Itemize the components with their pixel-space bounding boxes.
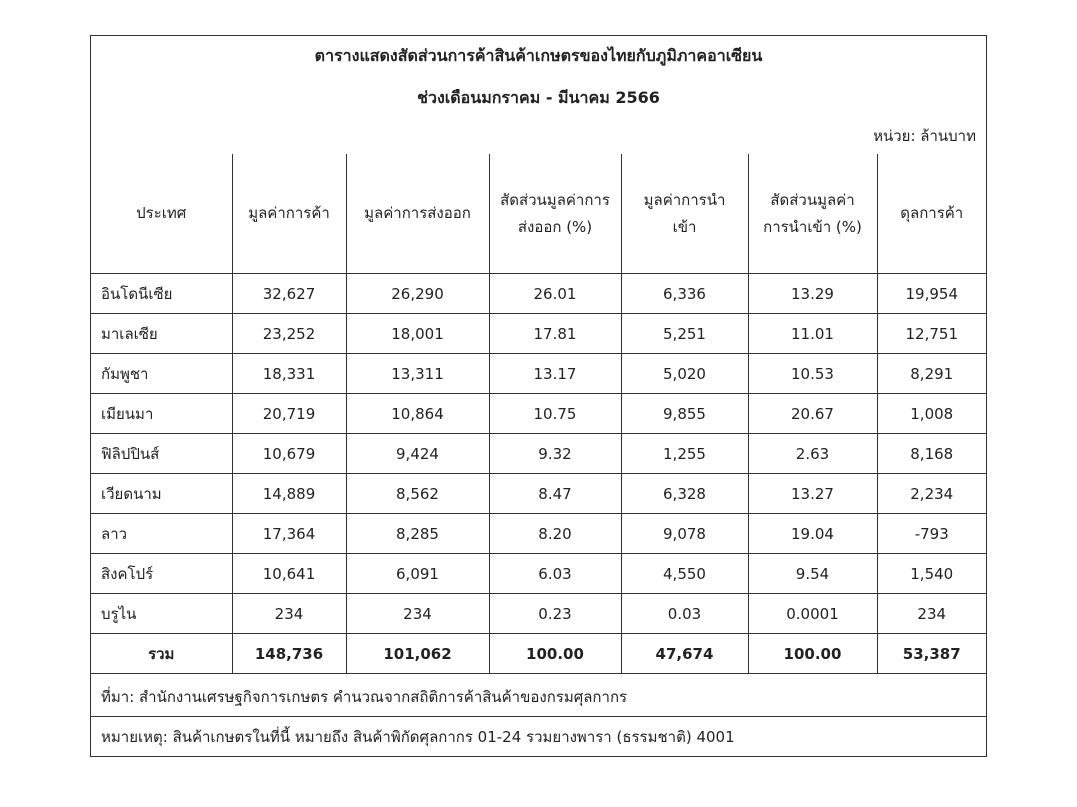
cell-country: ฟิลิปปินส์	[91, 434, 232, 474]
header-export-share: สัดส่วนมูลค่าการส่งออก (%)	[489, 154, 621, 274]
cell-export-share: 0.23	[489, 594, 621, 634]
cell-import: 9,855	[621, 394, 748, 434]
header-import: มูลค่าการนำเข้า	[621, 154, 748, 274]
cell-balance: 12,751	[877, 314, 986, 354]
cell-import: 6,336	[621, 274, 748, 314]
cell-export-share: 8.20	[489, 514, 621, 554]
total-export-share: 100.00	[489, 634, 621, 674]
table-row	[91, 474, 986, 514]
cell-import-share: 0.0001	[748, 594, 877, 634]
total-trade: 148,736	[232, 634, 346, 674]
cell-balance: 1,540	[877, 554, 986, 594]
cell-import-share: 2.63	[748, 434, 877, 474]
cell-export: 26,290	[346, 274, 489, 314]
table-row	[91, 314, 986, 354]
cell-import-share: 11.01	[748, 314, 877, 354]
cell-country: เมียนมา	[91, 394, 232, 434]
cell-import-share: 9.54	[748, 554, 877, 594]
cell-export-share: 17.81	[489, 314, 621, 354]
cell-balance: 2,234	[877, 474, 986, 514]
cell-balance: 234	[877, 594, 986, 634]
cell-balance: 19,954	[877, 274, 986, 314]
total-import-share: 100.00	[748, 634, 877, 674]
cell-export: 8,285	[346, 514, 489, 554]
cell-country: สิงคโปร์	[91, 554, 232, 594]
table-title: ตารางแสดงสัดส่วนการค้าสินค้าเกษตรของไทยกับภูมิภาคอาเซียน	[314, 46, 763, 65]
source-note: ที่มา: สำนักงานเศรษฐกิจการเกษตร คำนวณจากสถิติการค้าสินค้าของกรมศุลกากร	[91, 678, 986, 717]
header-import-share: สัดส่วนมูลค่าการนำเข้า (%)	[748, 154, 877, 274]
table-frame	[90, 35, 987, 757]
cell-export: 18,001	[346, 314, 489, 354]
cell-export: 13,311	[346, 354, 489, 394]
cell-import: 4,550	[621, 554, 748, 594]
cell-trade: 23,252	[232, 314, 346, 354]
cell-import-share: 20.67	[748, 394, 877, 434]
table-row	[91, 394, 986, 434]
total-balance: 53,387	[877, 634, 986, 674]
cell-trade: 10,679	[232, 434, 346, 474]
cell-export-share: 13.17	[489, 354, 621, 394]
remark-note: หมายเหตุ: สินค้าเกษตรในที่นี้ หมายถึง สินค้าพิกัดศุลกากร 01-24 รวมยางพารา (ธรรมชาติ) 4001	[101, 728, 735, 746]
cell-export-share: 6.03	[489, 554, 621, 594]
total-import: 47,674	[621, 634, 748, 674]
cell-export: 8,562	[346, 474, 489, 514]
total-label: รวม	[91, 634, 232, 674]
total-row	[91, 634, 986, 674]
table-row	[91, 354, 986, 394]
cell-import: 1,255	[621, 434, 748, 474]
header-export: มูลค่าการส่งออก	[346, 154, 489, 274]
cell-import-share: 10.53	[748, 354, 877, 394]
cell-balance: 8,291	[877, 354, 986, 394]
cell-balance: 1,008	[877, 394, 986, 434]
cell-import-share: 13.27	[748, 474, 877, 514]
cell-import-share: 19.04	[748, 514, 877, 554]
cell-export-share: 10.75	[489, 394, 621, 434]
cell-balance: 8,168	[877, 434, 986, 474]
header-balance: ดุลการค้า	[877, 154, 986, 274]
cell-country: อินโดนีเซีย	[91, 274, 232, 314]
cell-import: 9,078	[621, 514, 748, 554]
cell-trade: 18,331	[232, 354, 346, 394]
header-country: ประเทศ	[91, 154, 232, 274]
cell-import: 0.03	[621, 594, 748, 634]
cell-country: เวียดนาม	[91, 474, 232, 514]
header-trade: มูลค่าการค้า	[232, 154, 346, 274]
cell-country: บรูไน	[91, 594, 232, 634]
cell-trade: 10,641	[232, 554, 346, 594]
header-row	[91, 154, 986, 274]
cell-trade: 14,889	[232, 474, 346, 514]
cell-country: ลาว	[91, 514, 232, 554]
table-row	[91, 554, 986, 594]
cell-export-share: 26.01	[489, 274, 621, 314]
cell-export: 10,864	[346, 394, 489, 434]
cell-import: 5,251	[621, 314, 748, 354]
cell-export-share: 8.47	[489, 474, 621, 514]
cell-export: 9,424	[346, 434, 489, 474]
trade-table	[91, 154, 986, 674]
table-subtitle: ช่วงเดือนมกราคม - มีนาคม 2566	[417, 88, 660, 107]
table-row	[91, 514, 986, 554]
cell-country: มาเลเซีย	[91, 314, 232, 354]
total-export: 101,062	[346, 634, 489, 674]
cell-export: 234	[346, 594, 489, 634]
cell-trade: 32,627	[232, 274, 346, 314]
table-row	[91, 274, 986, 314]
table-row	[91, 594, 986, 634]
cell-trade: 20,719	[232, 394, 346, 434]
cell-trade: 17,364	[232, 514, 346, 554]
table-row	[91, 434, 986, 474]
unit-label: หน่วย: ล้านบาท	[873, 127, 976, 145]
cell-export: 6,091	[346, 554, 489, 594]
cell-trade: 234	[232, 594, 346, 634]
cell-import: 5,020	[621, 354, 748, 394]
cell-import-share: 13.29	[748, 274, 877, 314]
cell-export-share: 9.32	[489, 434, 621, 474]
cell-country: กัมพูชา	[91, 354, 232, 394]
cell-import: 6,328	[621, 474, 748, 514]
cell-balance: -793	[877, 514, 986, 554]
